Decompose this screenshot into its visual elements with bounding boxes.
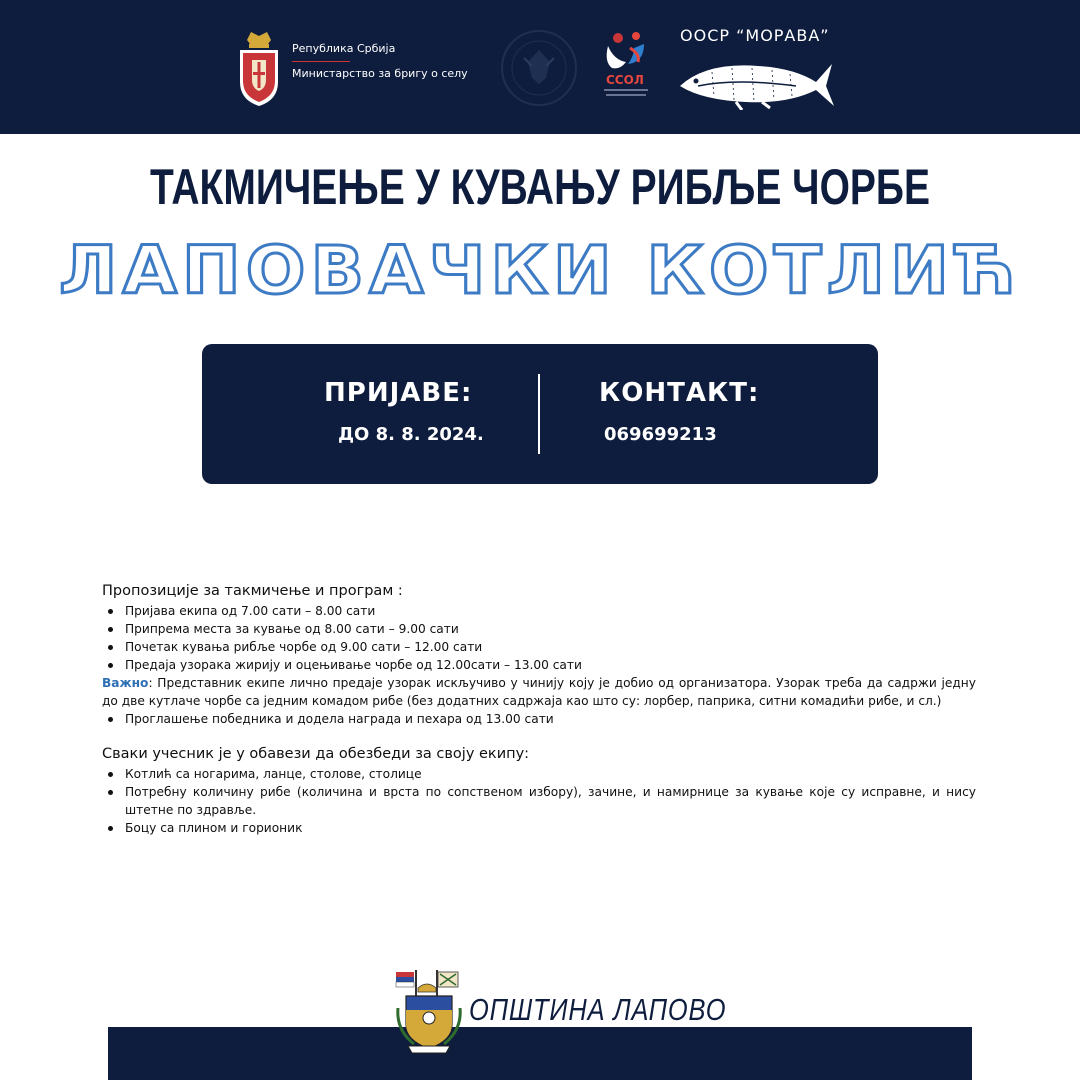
svg-text:ССОЛ: ССОЛ — [606, 73, 644, 87]
list-item: Боцу са плином и горионик — [102, 819, 976, 837]
contact-label: КОНТАКТ: — [599, 378, 760, 408]
list-item: Потребну количину рибе (количина и врста по сопственом избору), зачине, и намирнице за кување које су исправне, и нису штетне по здравље. — [102, 783, 976, 819]
important-note-text: : Представник екипе лично предаје узорак искључиво у чинију коју је добио од организатора. Узорак треба да садржи једну до две кутлаче чорбе са једним комадом рибе (без додатних садржаја као што су: лорбер, паприка, ситни комадићи рибе, и сл.) — [102, 676, 976, 708]
municipality-name: ОПШТИНА ЛАПОВО — [469, 992, 727, 1027]
header-banner — [0, 0, 1080, 134]
list-item: Котлић са ногарима, ланце, столове, столице — [102, 765, 976, 783]
culture-center-seal-icon — [500, 28, 578, 108]
obligations-title: Сваки учесник је у обавези да обезбеди за своју екипу: — [102, 746, 530, 762]
list-item: Почетак кувања рибље чорбе од 9.00 сати – 12.00 сати — [102, 638, 976, 656]
list-item: Пријава екипа од 7.00 сати – 8.00 сати — [102, 602, 976, 620]
list-item: Проглашење победника и додела награда и пехара од 13.00 сати — [102, 710, 976, 728]
important-note — [102, 674, 976, 710]
serbia-crest-icon — [238, 30, 280, 108]
program-list — [102, 602, 976, 674]
rules-section — [102, 582, 976, 837]
list-item: Припрема места за кување од 8.00 сати – 9.00 сати — [102, 620, 976, 638]
contact-phone: 069699213 — [604, 424, 717, 445]
fish-illustration-icon — [676, 56, 836, 110]
obligations-list — [102, 765, 976, 837]
lapovo-coat-of-arms-icon — [394, 968, 464, 1054]
info-panel — [202, 344, 878, 484]
info-divider — [538, 374, 540, 454]
ministry-country-label: Република Србија — [292, 42, 396, 55]
ministry-name-label: Министарство за бригу о селу — [292, 67, 468, 80]
program-title: Пропозиције за такмичење и програм : — [102, 583, 403, 599]
competition-headline: ТАКМИЧЕЊЕ У КУВАЊУ РИБЉЕ ЧОРБЕ — [150, 159, 930, 215]
morava-org-title: ООСР “МОРАВА” — [680, 26, 830, 45]
award-list — [102, 710, 976, 728]
important-note-key: Важно — [102, 676, 149, 690]
ministry-divider — [292, 61, 350, 62]
event-title: ЛАПОВАЧКИ КОТЛИЋ — [59, 232, 1021, 309]
ministry-logo — [238, 30, 488, 108]
registration-label: ПРИЈАВЕ: — [324, 378, 473, 408]
registration-deadline: ДО 8. 8. 2024. — [338, 424, 484, 445]
footer-banner — [108, 1027, 972, 1080]
list-item: Предаја узорака жирију и оцењивање чорбе од 12.00сати – 13.00 сати — [102, 656, 976, 674]
ssol-logo-icon — [600, 26, 656, 102]
